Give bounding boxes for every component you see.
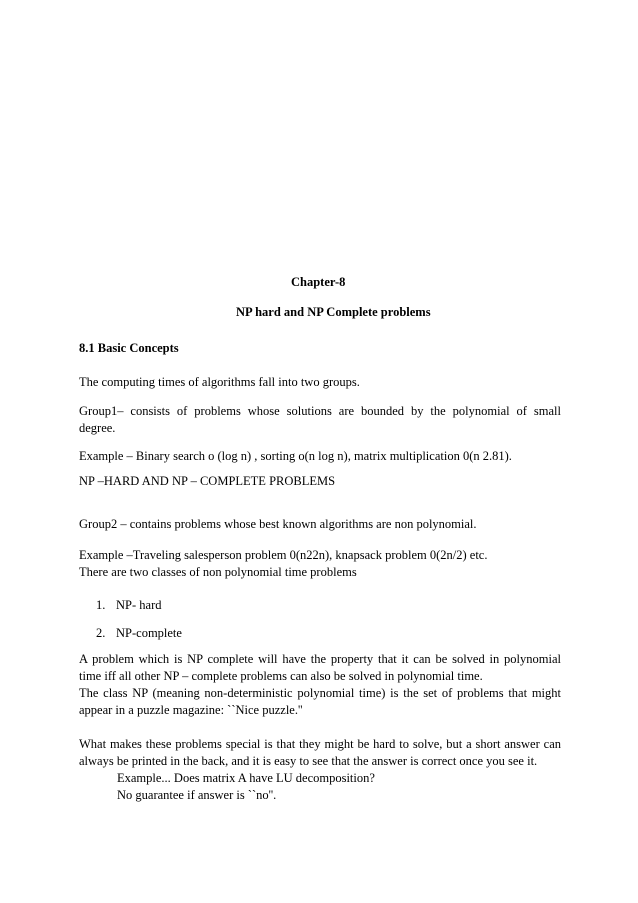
section-heading: 8.1 Basic Concepts xyxy=(79,341,179,355)
list-text: NP- hard xyxy=(116,598,162,612)
list-number: 1. xyxy=(96,598,106,612)
paragraph-line: Example... Does matrix A have LU decomposition? xyxy=(117,771,375,785)
paragraph-line: What makes these problems special is that they might be hard to solve, but a short answer can xyxy=(79,737,561,751)
list-item xyxy=(96,597,161,614)
paragraph-line: degree. xyxy=(79,421,116,435)
paragraph-line: No guarantee if answer is ``no''. xyxy=(117,788,277,802)
list-item xyxy=(96,625,182,642)
chapter-title: NP hard and NP Complete problems xyxy=(236,305,431,319)
paragraph-line: NP –HARD AND NP – COMPLETE PROBLEMS xyxy=(79,474,336,488)
paragraph-line: time iff all other NP – complete problems can also be solved in polynomial time. xyxy=(79,669,483,683)
paragraph-line: The computing times of algorithms fall into two groups. xyxy=(79,375,360,389)
list-number: 2. xyxy=(96,626,106,640)
paragraph-line: The class NP (meaning non-deterministic polynomial time) is the set of problems that might xyxy=(79,686,561,700)
paragraph-line: appear in a puzzle magazine: ``Nice puzzle.'' xyxy=(79,703,303,717)
paragraph-line: There are two classes of non polynomial time problems xyxy=(79,565,357,579)
paragraph-line: Example –Traveling salesperson problem 0(n22n), knapsack problem 0(2n/2) etc. xyxy=(79,548,488,562)
paragraph-line: always be printed in the back, and it is easy to see that the answer is correct once you see it. xyxy=(79,754,538,768)
list-text: NP-complete xyxy=(116,626,182,640)
paragraph-line: Example – Binary search o (log n) , sorting o(n log n), matrix multiplication 0(n 2.81). xyxy=(79,449,512,463)
chapter-heading: Chapter-8 xyxy=(291,275,346,289)
paragraph-line: Group2 – contains problems whose best known algorithms are non polynomial. xyxy=(79,517,477,531)
paragraph-line: A problem which is NP complete will have the property that it can be solved in polynomial xyxy=(79,652,561,666)
paragraph-line: Group1– consists of problems whose solutions are bounded by the polynomial of small xyxy=(79,404,561,418)
